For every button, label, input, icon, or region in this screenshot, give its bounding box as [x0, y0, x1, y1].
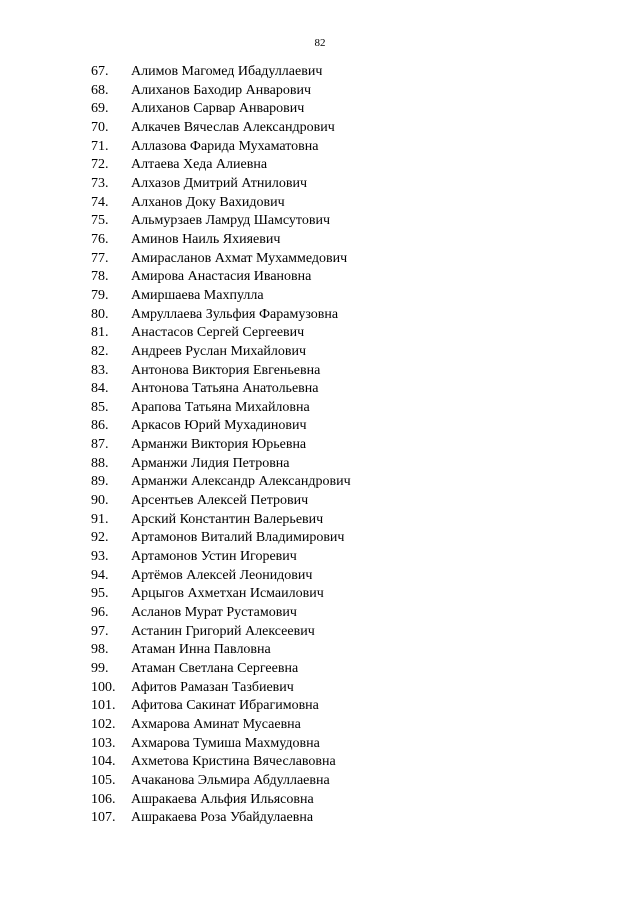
list-item-name: Ахмарова Аминат Мусаевна: [131, 716, 301, 732]
list-item-name: Ашракаева Альфия Ильясовна: [131, 791, 314, 807]
list-item-name: Артамонов Виталий Владимирович: [131, 530, 345, 546]
list-item-name: Артёмов Алексей Леонидович: [131, 567, 313, 583]
list-item-number: 83.: [91, 362, 109, 378]
list-item-number: 99.: [91, 661, 109, 676]
list-item-name: Астанин Григорий Алексеевич: [131, 623, 315, 639]
list-item-name: Ахмарова Тумиша Махмудовна: [131, 735, 320, 751]
list-item-name: Альмурзаев Ламруд Шамсутович: [131, 213, 331, 229]
list-item-number: 82.: [91, 343, 109, 359]
list-item-name: Афитова Сакинат Ибрагимовна: [131, 698, 319, 714]
list-item-name: Арапова Татьяна Михайловна: [131, 399, 310, 415]
list-item-number: 91.: [91, 511, 109, 527]
list-item-name: Амирасланов Ахмат Мухаммедович: [131, 250, 348, 266]
list-item-name: Арсентьев Алексей Петрович: [131, 493, 309, 509]
list-item-number: 75.: [91, 213, 109, 229]
list-item-number: 79.: [91, 287, 109, 303]
list-item-number: 98.: [91, 642, 109, 658]
list-item-name: Артамонов Устин Игоревич: [131, 549, 297, 565]
list-item-name: Атаман Светлана Сергеевна: [131, 661, 299, 676]
list-item-name: Аллазова Фарида Мухаматовна: [131, 138, 319, 154]
list-item-name: Алкачев Вячеслав Александрович: [131, 119, 335, 135]
list-item-number: 74.: [91, 194, 109, 210]
list-item-number: 96.: [91, 605, 109, 621]
list-item-number: 77.: [91, 250, 109, 266]
list-item-number: 71.: [91, 138, 109, 154]
list-item-number: 86.: [91, 418, 109, 434]
list-item-number: 78.: [91, 269, 109, 285]
list-item-number: 70.: [91, 119, 109, 135]
list-item-name: Амирова Анастасия Ивановна: [131, 269, 312, 285]
list-item-name: Андреев Руслан Михайлович: [131, 343, 307, 359]
list-item-name: Ашракаева Роза Убайдулаевна: [131, 810, 314, 826]
list-item-name: Атаман Инна Павловна: [131, 642, 271, 658]
list-item-name: Асланов Мурат Рустамович: [131, 605, 297, 621]
list-item-name: Арский Константин Валерьевич: [131, 511, 324, 527]
list-item-number: 81.: [91, 325, 109, 341]
list-item-number: 93.: [91, 549, 109, 565]
list-item-number: 90.: [91, 493, 109, 509]
list-item-name: Аркасов Юрий Мухадинович: [131, 418, 307, 434]
list-item-name: Амруллаева Зульфия Фарамузовна: [131, 306, 339, 322]
list-item-number: 100.: [91, 679, 116, 695]
list-item-name: Ачаканова Эльмира Абдуллаевна: [131, 772, 330, 788]
list-item-name: Амиршаева Махпулла: [131, 287, 264, 303]
list-item-number: 89.: [91, 474, 109, 490]
list-item-name: Алиханов Сарвар Анварович: [131, 101, 305, 117]
list-item-number: 94.: [91, 567, 109, 583]
list-item-name: Алханов Доку Вахидович: [131, 194, 285, 210]
list-item-number: 106.: [91, 791, 116, 807]
list-item-number: 73.: [91, 175, 109, 191]
list-item-number: 80.: [91, 306, 109, 322]
list-item-name: Арманжи Лидия Петровна: [131, 455, 290, 471]
page-number: 82: [314, 37, 326, 49]
list-item-name: Антонова Татьяна Анатольевна: [131, 381, 319, 397]
list-item-name: Арманжи Александр Александрович: [131, 474, 351, 490]
list-item-number: 88.: [91, 455, 109, 471]
list-item-number: 76.: [91, 231, 109, 247]
list-item-name: Алтаева Хеда Алиевна: [131, 157, 268, 173]
list-item-number: 67.: [91, 64, 109, 79]
list-item-number: 69.: [91, 101, 109, 117]
list-item-name: Афитов Рамазан Тазбиевич: [131, 679, 294, 695]
list-item-number: 104.: [91, 754, 116, 770]
list-item-number: 72.: [91, 157, 109, 173]
list-item-number: 84.: [91, 381, 109, 397]
list-item-name: Арманжи Виктория Юрьевна: [131, 437, 307, 453]
list-item-number: 85.: [91, 399, 109, 415]
list-item-number: 87.: [91, 437, 109, 453]
list-item-number: 92.: [91, 530, 109, 546]
list-item-number: 97.: [91, 623, 109, 639]
list-item-name: Арцыгов Ахметхан Исмаилович: [131, 586, 324, 602]
list-item-number: 95.: [91, 586, 109, 602]
list-item-number: 68.: [91, 82, 109, 98]
list-item-name: Алимов Магомед Ибадуллаевич: [131, 64, 323, 79]
list-item-number: 101.: [91, 698, 116, 714]
list-item-name: Антонова Виктория Евгеньевна: [131, 362, 321, 378]
list-item-number: 107.: [91, 810, 116, 826]
list-item-name: Ахметова Кристина Вячеславовна: [131, 754, 336, 770]
list-item-name: Алиханов Баходир Анварович: [131, 82, 312, 98]
list-item-name: Анастасов Сергей Сергеевич: [131, 325, 305, 341]
list-item-number: 102.: [91, 716, 116, 732]
list-item-number: 103.: [91, 735, 116, 751]
list-item-name: Алхазов Дмитрий Атнилович: [131, 175, 308, 191]
list-item-name: Аминов Наиль Яхияевич: [131, 231, 281, 247]
list-item-number: 105.: [91, 772, 116, 788]
